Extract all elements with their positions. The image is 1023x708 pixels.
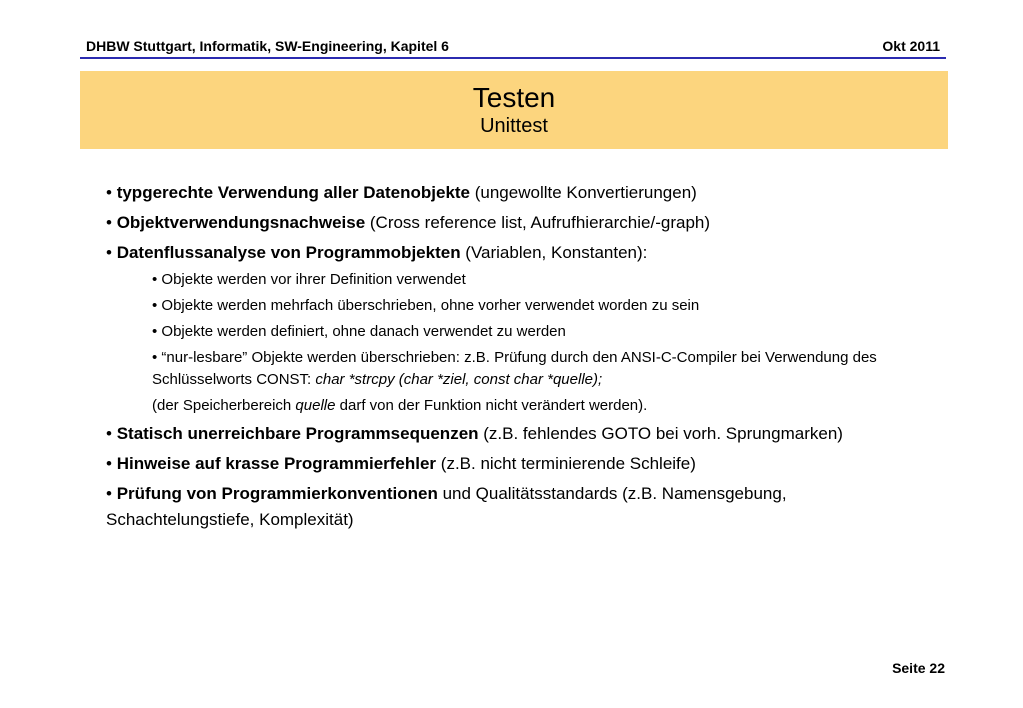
bullet-bold: typgerechte Verwendung aller Datenobjekte <box>116 183 471 202</box>
bullet-item: • Objektverwendungsnachweise (Cross reference list, Aufrufhierarchie/-graph) <box>106 213 711 232</box>
bullet-text: (z.B. nicht terminierende Schleife) <box>436 454 696 473</box>
bullet-text: (ungewollte Konvertierungen) <box>470 183 697 202</box>
slide-title: Testen <box>472 82 556 113</box>
sub-bullet-item: • Objekte werden vor ihrer Definition verwendet <box>152 271 466 288</box>
sub-bullet-item: • Objekte werden mehrfach überschrieben, ohne vorher verwendet worden zu sein <box>152 297 700 314</box>
code-example: char *strcpy (char *ziel, const char *quelle); <box>315 371 603 388</box>
sub-bullet-list <box>152 269 916 417</box>
bullet-item: • Prüfung von Programmierkonventionen und Qualitätsstandards (z.B. Namensgebung, Schachtelungstiefe, Komplexität) <box>106 484 787 529</box>
bullet-item: • typgerechte Verwendung aller Datenobjekte (ungewollte Konvertierungen) <box>106 183 697 202</box>
page-number: Seite 22 <box>892 660 945 676</box>
bullet-bold: Objektverwendungsnachweise <box>116 213 366 232</box>
bullet-item: • Statisch unerreichbare Programmsequenzen (z.B. fehlendes GOTO bei vorh. Sprungmarken) <box>106 424 843 443</box>
sub-bullet-item: • “nur-lesbare” Objekte werden überschrieben: z.B. Prüfung durch den ANSI-C-Compiler bei Verwendung des Schlüsselworts CONST: char *strcpy (char *ziel, const char *quelle); <box>152 349 877 388</box>
sub-bullet-note: (der Speicherbereich quelle darf von der Funktion nicht verändert werden). <box>152 397 648 414</box>
bullet-text: (z.B. fehlendes GOTO bei vorh. Sprungmarken) <box>478 424 843 443</box>
slide-header <box>80 34 946 56</box>
bullet-item: • Hinweise auf krasse Programmierfehler (z.B. nicht terminierende Schleife) <box>106 454 696 473</box>
bullet-item: • Datenflussanalyse von Programmobjekten (Variablen, Konstanten): <box>106 243 648 262</box>
header-date: Okt 2011 <box>882 38 940 54</box>
title-banner <box>80 71 948 149</box>
header-divider <box>80 57 946 59</box>
bullet-bold: Prüfung von Programmierkonventionen <box>116 484 438 503</box>
bullet-text: (Variablen, Konstanten): <box>460 243 648 262</box>
bullet-text: (Cross reference list, Aufrufhierarchie/-graph) <box>365 213 711 232</box>
slide-subtitle: Unittest <box>480 115 548 137</box>
bullet-bold: Statisch unerreichbare Programmsequenzen <box>116 424 479 443</box>
sub-bullet-item: • Objekte werden definiert, ohne danach verwendet zu werden <box>152 323 566 340</box>
header-course-title: DHBW Stuttgart, Informatik, SW-Engineering, Kapitel 6 <box>86 38 449 54</box>
code-identifier: quelle <box>295 397 336 414</box>
bullet-text: und Qualitätsstandards (z.B. Namensgebung, Schachtelungstiefe, Komplexität) <box>106 484 787 529</box>
slide-content <box>106 180 916 533</box>
bullet-bold: Hinweise auf krasse Programmierfehler <box>116 454 437 473</box>
bullet-bold: Datenflussanalyse von Programmobjekten <box>116 243 461 262</box>
